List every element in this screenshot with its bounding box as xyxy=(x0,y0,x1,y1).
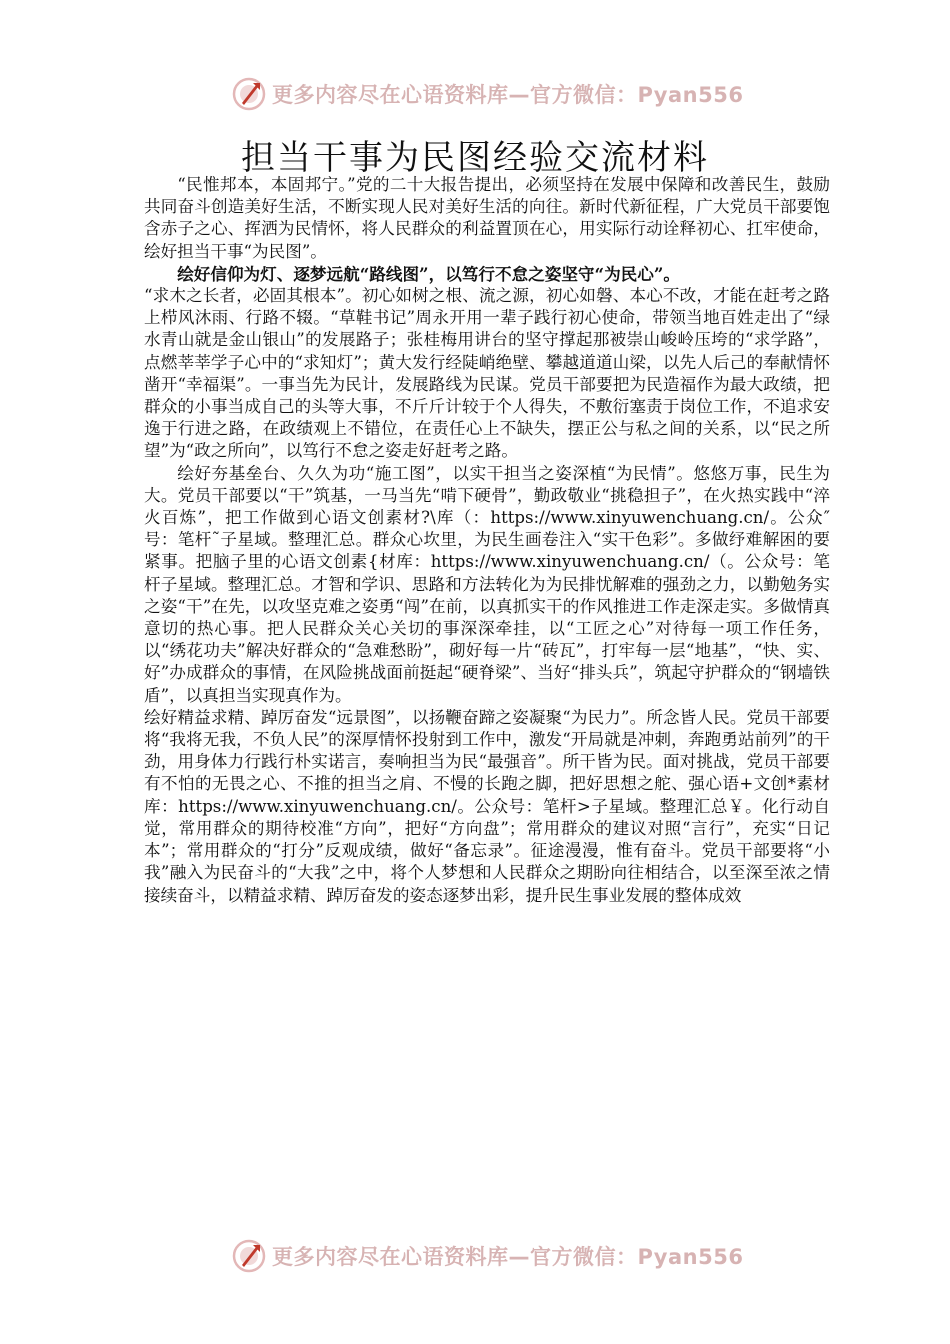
brand-logo-icon xyxy=(232,1239,266,1273)
paragraph-section-1: “求木之长者，必固其根本”。初心如树之根、流之源，初心如磐、本心不改，才能在赶考之路上栉风沐雨、行路不辍。“草鞋书记”周永开用一辈子践行初心使命，带领当地百姓走出了“绿水青山就是金山银山”的发展路子；张桂梅用讲台的坚守撑起那被崇山峻岭压垮的“求学路”，点燃莘莘学子心中的“求知灯”；黄大发行经陡峭绝壁、攀越道道山梁，以先人后己的奉献情怀凿开“幸福渠”。一事当先为民计，发展路线为民谋。党员干部要把为民造福作为最大政绩，把群众的小事当成自己的头等大事，不斤斤计较于个人得失，不敷衍塞责于岗位工作，不追求安逸于行进之路，在政绩观上不错位，在责任心上不缺失，摆正公与私之间的关系，以“民之所望”为“政之所向”，以笃行不怠之姿走好赶考之路。 xyxy=(144,286,830,461)
paragraph-section-3: 绘好精益求精、踔厉奋发“远景图”，以扬鞭奋蹄之姿凝聚“为民力”。所念皆人民。党员干部要将“我将无我，不负人民”的深厚情怀投射到工作中，激发“开局就是冲刺，奔跑勇站前列”的干劲，用身体力行践行朴实诺言，奏响担当为民“最强音”。所干皆为民。面对挑战，党员干部要有不怕的无畏之心、不推的担当之肩、不慢的长跑之脚，把好思想之舵、强心语+文创*素材库：https://www.xinyuwenchuang.cn/。公众号：笔杆>子星域。整理汇总￥。化行动自觉，常用群众的期待校准“方向”，把好“方向盘”；常用群众的建议对照“言行”，充实“日记本”；常用群众的“打分”反观成绩，做好“备忘录”。征途漫漫，惟有奋斗。党员干部要将“小我”融入为民奋斗的“大我”之中，将个人梦想和人民群众之期盼向往相结合，以至深至浓之情接续奋斗，以精益求精、踔厉奋发的姿态逐梦出彩，提升民生事业发展的整体成效 xyxy=(144,707,830,905)
banner-text: 更多内容尽在心语资料库—官方微信：Pyan556 xyxy=(272,1245,744,1269)
banner-text: 更多内容尽在心语资料库—官方微信：Pyan556 xyxy=(272,83,744,107)
header-banner xyxy=(232,74,752,114)
brand-logo-icon xyxy=(232,77,266,111)
document-body xyxy=(144,174,830,907)
footer-banner xyxy=(232,1236,752,1276)
page-title: 担当干事为民图经验交流材料 xyxy=(241,138,709,178)
paragraph-intro: “民惟邦本，本固邦宁。”党的二十大报告提出，必须坚持在发展中保障和改善民生，鼓励共同奋斗创造美好生活，不断实现人民对美好生活的向往。新时代新征程，广大党员干部要饱含赤子之心、挥洒为民情怀，将人民群众的利益置顶在心，用实际行动诠释初心、扛牢使命，绘好担当干事“为民图”。 xyxy=(144,175,830,261)
section-heading-1: 绘好信仰为灯、逐梦远航“路线图”，以笃行不怠之姿坚守“为民心”。 xyxy=(177,263,680,284)
paragraph-section-2: 绘好夯基垒台、久久为功“施工图”，以实干担当之姿深植“为民情”。悠悠万事，民生为大。党员干部要以“干”筑基，一马当先“啃下硬骨”，勤政敬业“挑稳担子”，在火热实践中“淬火百炼”，把工作做到心语文创素材?\库（：https://www.xinyuwenchuang.cn/。公众″号：笔杆˜子星域。整理汇总。群众心坎里，为民生画卷注入“实干色彩”。多做纾难解困的要紧事。把脑子里的心语文创素{材库：https://www.xinyuwenchuang.cn/（。公众号：笔杆子星域。整理汇总。才智和学识、思路和方法转化为为民排忧解难的强劲之力，以勤勉务实之姿“干”在先，以攻坚克难之姿勇“闯”在前，以真抓实干的作风推进工作走深走实。多做情真意切的热心事。把人民群众关心关切的事深深牵挂，以“工匠之心”对待每一项工作任务，以“绣花功夫”解决好群众的“急难愁盼”，砌好每一片“砖瓦”，打牢每一层“地基”，“快、实、好”办成群众的事情，在风险挑战面前挺起“硬脊梁”、当好“排头兵”，筑起守护群众的“钢墙铁盾”，以真担当实现真作为。 xyxy=(144,463,830,705)
